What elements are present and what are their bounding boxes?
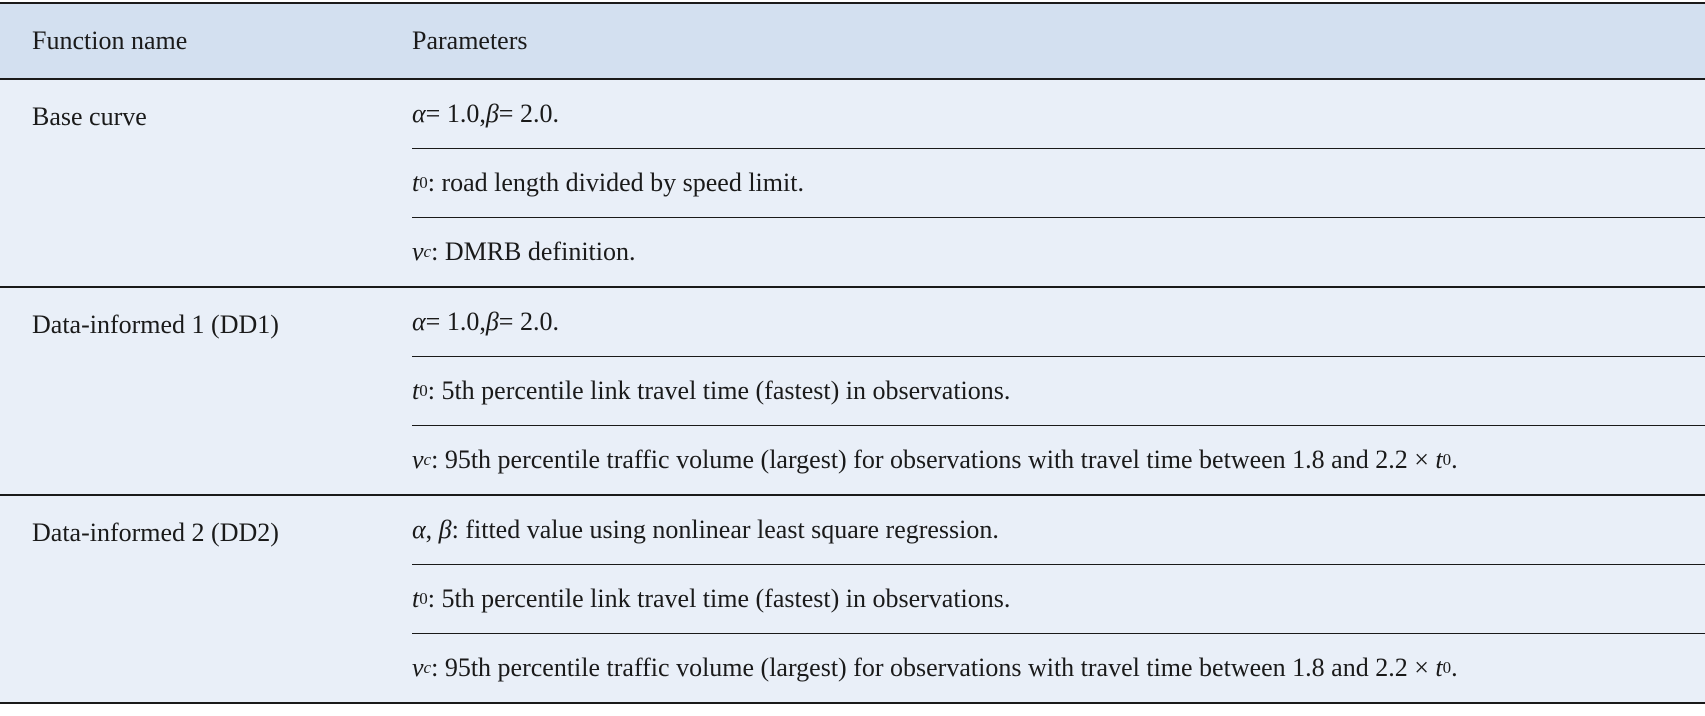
vc-description: : 95th percentile traffic volume (largest) for observations with travel time between 1.8 and 2.2 × bbox=[431, 445, 1436, 474]
t-symbol: t bbox=[1435, 653, 1443, 682]
beta-symbol: β bbox=[438, 515, 452, 544]
t-symbol: t bbox=[412, 584, 420, 613]
parameters-table bbox=[0, 2, 1705, 704]
parameter-list bbox=[412, 80, 1705, 286]
t-subscript: 0 bbox=[419, 589, 428, 608]
alpha-symbol: α bbox=[412, 515, 426, 544]
alpha-value: = 1.0, bbox=[425, 307, 486, 336]
t-subscript: 0 bbox=[1442, 450, 1452, 469]
table-row-group bbox=[0, 496, 1705, 702]
v-symbol: v bbox=[412, 653, 424, 682]
parameter-t0 bbox=[412, 149, 1705, 218]
parameter-t0 bbox=[412, 357, 1705, 426]
alpha-value: = 1.0, bbox=[425, 99, 486, 128]
parameter-t0 bbox=[412, 565, 1705, 634]
t0-description: : 5th percentile link travel time (fastest) in observations. bbox=[427, 584, 1011, 613]
v-subscript: c bbox=[423, 450, 432, 469]
v-symbol: v bbox=[412, 445, 424, 474]
period: . bbox=[1451, 653, 1458, 682]
alpha-symbol: α bbox=[412, 307, 426, 336]
table-row-group bbox=[0, 288, 1705, 496]
parameter-vc bbox=[412, 634, 1705, 702]
function-name-dd2: Data-informed 2 (DD2) bbox=[32, 518, 279, 547]
table-header bbox=[0, 4, 1705, 80]
t-symbol: t bbox=[412, 168, 420, 197]
table-row-group bbox=[0, 80, 1705, 288]
parameter-alpha-beta-fit bbox=[412, 496, 1705, 565]
parameter-vc bbox=[412, 426, 1705, 494]
alpha-symbol: α bbox=[412, 99, 426, 128]
comma: , bbox=[425, 515, 439, 544]
vc-description: : DMRB definition. bbox=[431, 237, 636, 266]
header-function-name: Function name bbox=[32, 26, 188, 55]
function-name-base-curve: Base curve bbox=[32, 102, 147, 131]
beta-symbol: β bbox=[485, 99, 499, 128]
beta-symbol: β bbox=[485, 307, 499, 336]
parameter-list bbox=[412, 288, 1705, 494]
beta-value: = 2.0. bbox=[498, 99, 559, 128]
t0-description: : road length divided by speed limit. bbox=[427, 168, 804, 197]
beta-value: = 2.0. bbox=[498, 307, 559, 336]
parameter-alpha-beta bbox=[412, 80, 1705, 149]
t-subscript: 0 bbox=[1442, 658, 1452, 677]
v-symbol: v bbox=[412, 237, 424, 266]
header-parameters: Parameters bbox=[412, 26, 528, 55]
parameter-list bbox=[412, 496, 1705, 702]
parameter-alpha-beta bbox=[412, 288, 1705, 357]
v-subscript: c bbox=[423, 658, 432, 677]
v-subscript: c bbox=[423, 242, 432, 261]
vc-description: : 95th percentile traffic volume (largest) for observations with travel time between 1.8 and 2.2 × bbox=[431, 653, 1436, 682]
t0-description: : 5th percentile link travel time (fastest) in observations. bbox=[427, 376, 1011, 405]
t-subscript: 0 bbox=[419, 381, 428, 400]
t-symbol: t bbox=[412, 376, 420, 405]
parameter-vc bbox=[412, 218, 1705, 286]
t-subscript: 0 bbox=[419, 173, 428, 192]
period: . bbox=[1451, 445, 1458, 474]
t-symbol: t bbox=[1435, 445, 1443, 474]
function-name-dd1: Data-informed 1 (DD1) bbox=[32, 310, 279, 339]
fit-description: : fitted value using nonlinear least square regression. bbox=[451, 515, 999, 544]
